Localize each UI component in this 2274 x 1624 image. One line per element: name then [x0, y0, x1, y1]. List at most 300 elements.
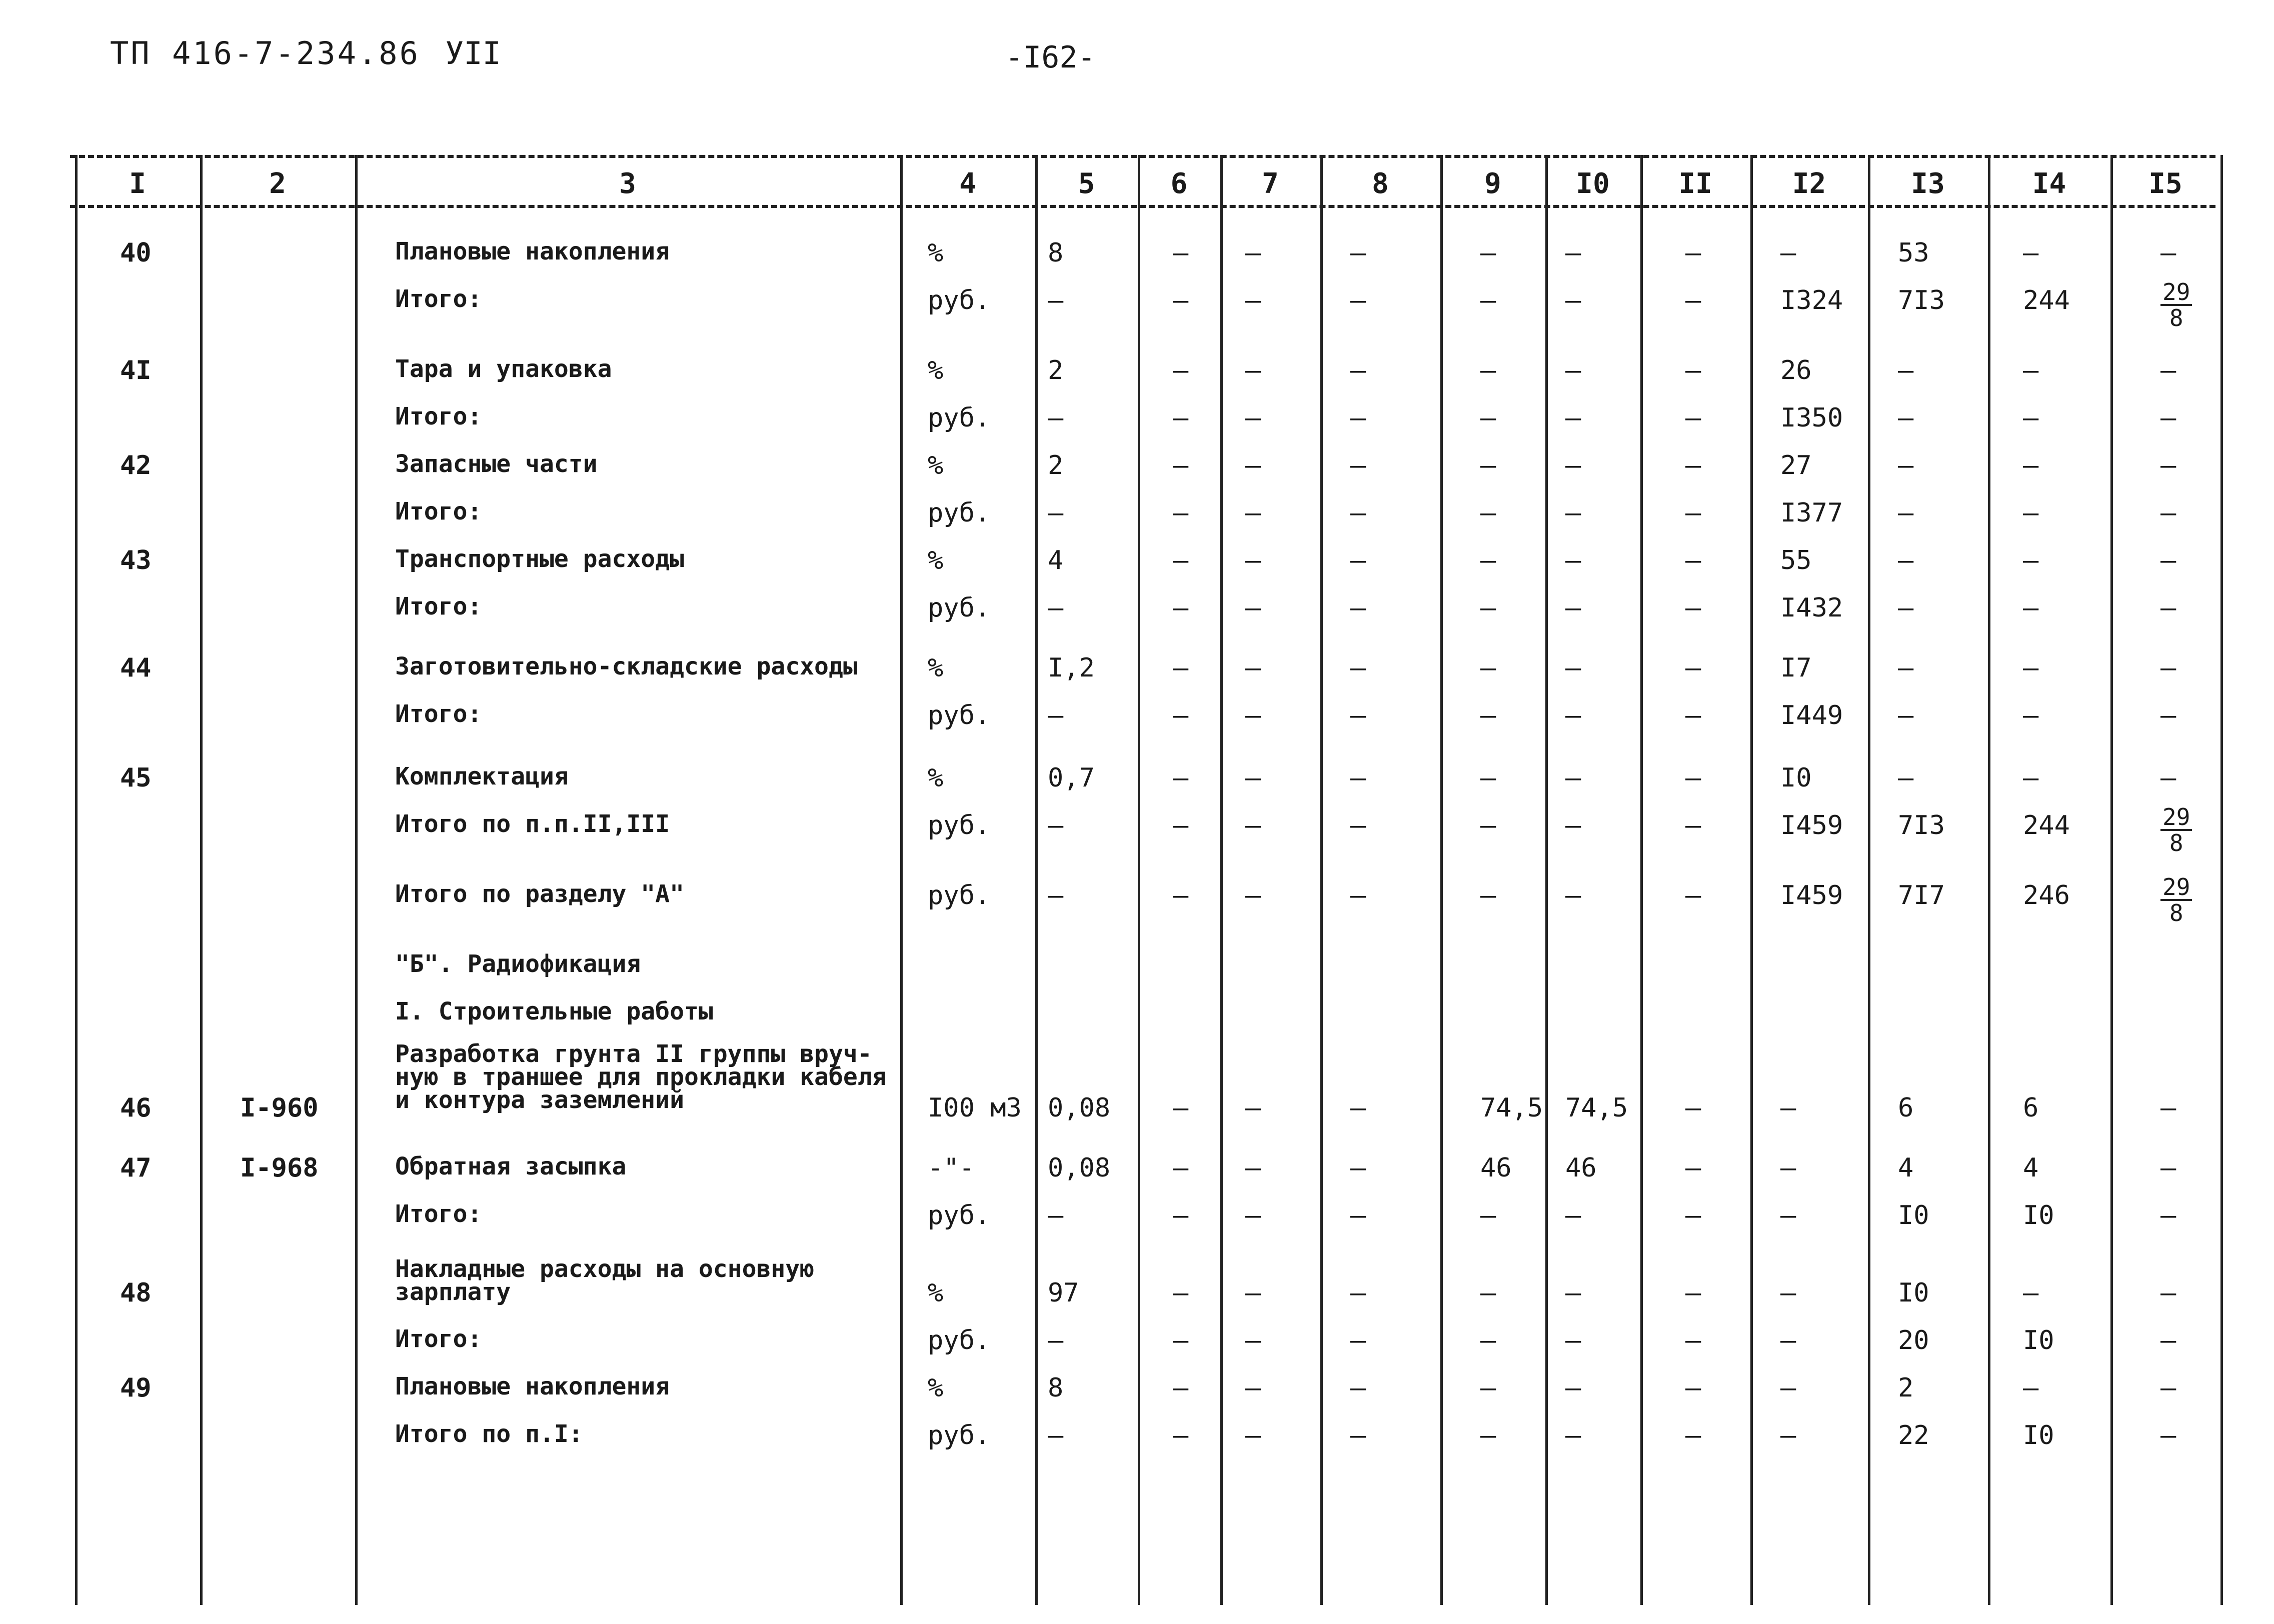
fraction-denominator: 8: [2169, 900, 2183, 926]
col-6: –: [1173, 450, 1189, 480]
col-15: –: [2160, 593, 2176, 623]
col-8: –: [1350, 880, 1366, 910]
col-12: 27: [1780, 450, 1812, 480]
col-8: –: [1350, 403, 1366, 433]
col-12: –: [1780, 1278, 1796, 1308]
quantity: 4: [1048, 546, 1064, 576]
col-6: –: [1173, 238, 1189, 268]
col-8: –: [1350, 1153, 1366, 1183]
column-rule: [1035, 155, 1038, 1605]
col-6: –: [1173, 403, 1189, 433]
col-7: –: [1245, 1420, 1261, 1450]
item-name: Итого по разделу "А": [395, 880, 684, 908]
col-15: –: [2160, 356, 2176, 386]
col-10: –: [1565, 593, 1581, 623]
col-10: –: [1565, 286, 1581, 316]
col-12: –: [1780, 1093, 1796, 1123]
col-9: –: [1480, 356, 1496, 386]
quantity: –: [1048, 403, 1064, 433]
item-name: "Б". Радиофикация: [395, 950, 641, 978]
col-10: –: [1565, 1420, 1581, 1450]
col-8: –: [1350, 763, 1366, 793]
col-6: –: [1173, 546, 1189, 576]
col-8: –: [1350, 546, 1366, 576]
col-14: –: [2023, 356, 2039, 386]
col-8: –: [1350, 498, 1366, 528]
item-name: I. Строительные работы: [395, 998, 713, 1026]
fraction-denominator: 8: [2169, 304, 2183, 332]
unit: руб.: [928, 1200, 991, 1230]
col-12: –: [1780, 238, 1796, 268]
col-9: –: [1480, 286, 1496, 316]
col-11: –: [1685, 286, 1701, 316]
col-10: 74,5: [1565, 1093, 1628, 1123]
col-11: –: [1685, 1420, 1701, 1450]
col-13: –: [1898, 593, 1914, 623]
col-6: –: [1173, 1278, 1189, 1308]
col-14: I0: [2023, 1200, 2054, 1230]
col-12: I377: [1780, 498, 1843, 528]
unit: %: [928, 653, 944, 683]
col-13: 53: [1898, 238, 1929, 268]
col-9: –: [1480, 403, 1496, 433]
col-9: –: [1480, 653, 1496, 683]
col-6: –: [1173, 286, 1189, 316]
col-10: –: [1565, 1373, 1581, 1403]
col-7: –: [1245, 700, 1261, 730]
column-rule: [1750, 155, 1753, 1605]
item-name: Тара и упаковка: [395, 355, 612, 383]
col-12: I0: [1780, 763, 1812, 793]
col-12: I432: [1780, 593, 1843, 623]
volume-mark: УII: [445, 35, 501, 72]
column-rule: [1138, 155, 1140, 1605]
col-15: –: [2160, 238, 2176, 268]
col-11: –: [1685, 653, 1701, 683]
col-13: –: [1898, 450, 1914, 480]
col-15: –: [2160, 763, 2176, 793]
col-8: –: [1350, 1200, 1366, 1230]
column-rule: [1545, 155, 1548, 1605]
col-11: –: [1685, 810, 1701, 840]
col-6: –: [1173, 1093, 1189, 1123]
col-8: –: [1350, 1420, 1366, 1450]
col-13: 22: [1898, 1420, 1929, 1450]
col-12: –: [1780, 1373, 1796, 1403]
column-rule: [1440, 155, 1443, 1605]
column-header: II: [1678, 168, 1712, 200]
col-10: –: [1565, 498, 1581, 528]
row-number: 49: [120, 1373, 152, 1403]
col-6: –: [1173, 356, 1189, 386]
col-13: 20: [1898, 1326, 1929, 1356]
col-8: –: [1350, 1373, 1366, 1403]
col-11: –: [1685, 763, 1701, 793]
col-6: –: [1173, 1153, 1189, 1183]
unit: руб.: [928, 1326, 991, 1356]
unit: %: [928, 546, 944, 576]
col-10: –: [1565, 653, 1581, 683]
col-6: –: [1173, 1326, 1189, 1356]
quantity: –: [1048, 700, 1064, 730]
col-11: –: [1685, 356, 1701, 386]
col-13: –: [1898, 498, 1914, 528]
col-15: –: [2160, 403, 2176, 433]
col-11: –: [1685, 1200, 1701, 1230]
column-rule: [355, 155, 358, 1605]
norm-code: I-960: [240, 1093, 319, 1123]
col-15: –: [2160, 1200, 2176, 1230]
col-15: –: [2160, 1153, 2176, 1183]
col-13: –: [1898, 700, 1914, 730]
col-11: –: [1685, 1153, 1701, 1183]
col-14: I0: [2023, 1420, 2054, 1450]
column-header: 4: [959, 168, 976, 200]
col-12: –: [1780, 1200, 1796, 1230]
col-10: –: [1565, 356, 1581, 386]
col-10: –: [1565, 403, 1581, 433]
col-12: I324: [1780, 286, 1843, 316]
quantity: –: [1048, 1420, 1064, 1450]
col-9: –: [1480, 450, 1496, 480]
quantity: 2: [1048, 450, 1064, 480]
unit: руб.: [928, 700, 991, 730]
row-number: 4I: [120, 356, 152, 386]
col-6: –: [1173, 700, 1189, 730]
col-15: –: [2160, 1093, 2176, 1123]
col-6: –: [1173, 880, 1189, 910]
col-9: 74,5: [1480, 1093, 1543, 1123]
col-7: –: [1245, 403, 1261, 433]
col-6: –: [1173, 498, 1189, 528]
col-8: –: [1350, 450, 1366, 480]
col-9: –: [1480, 1373, 1496, 1403]
col-15: –: [2160, 700, 2176, 730]
col-15: –: [2160, 1373, 2176, 1403]
col-13: 7I3: [1898, 286, 1945, 316]
quantity: 8: [1048, 238, 1064, 268]
col-14: –: [2023, 450, 2039, 480]
column-header: I4: [2032, 168, 2066, 200]
unit: руб.: [928, 286, 991, 316]
column-header: I: [129, 168, 146, 200]
fraction-value: [2160, 280, 2192, 330]
col-9: –: [1480, 1326, 1496, 1356]
col-7: –: [1245, 286, 1261, 316]
col-6: –: [1173, 763, 1189, 793]
col-11: –: [1685, 880, 1701, 910]
col-13: 6: [1898, 1093, 1914, 1123]
item-name: Запасные части: [395, 450, 598, 478]
col-12: –: [1780, 1326, 1796, 1356]
item-name: Итого:: [395, 592, 482, 620]
unit: руб.: [928, 593, 991, 623]
item-name: Итого:: [395, 285, 482, 313]
col-11: –: [1685, 450, 1701, 480]
fraction-numerator: 29: [2160, 805, 2192, 831]
col-14: 4: [2023, 1153, 2039, 1183]
col-7: –: [1245, 593, 1261, 623]
col-10: –: [1565, 810, 1581, 840]
unit: %: [928, 763, 944, 793]
col-7: –: [1245, 763, 1261, 793]
col-9: –: [1480, 700, 1496, 730]
col-7: –: [1245, 450, 1261, 480]
item-name: Итого:: [395, 1200, 482, 1228]
fraction-denominator: 8: [2169, 830, 2183, 856]
row-number: 46: [120, 1093, 152, 1123]
col-9: 46: [1480, 1153, 1512, 1183]
col-14: –: [2023, 700, 2039, 730]
quantity: –: [1048, 810, 1064, 840]
col-10: –: [1565, 700, 1581, 730]
item-name: Итого по п.I:: [395, 1420, 583, 1448]
col-7: –: [1245, 1093, 1261, 1123]
col-12: –: [1780, 1420, 1796, 1450]
col-11: –: [1685, 1093, 1701, 1123]
column-rule: [1868, 155, 1870, 1605]
col-9: –: [1480, 763, 1496, 793]
column-rule: [1988, 155, 1990, 1605]
column-header: I3: [1911, 168, 1945, 200]
col-12: I459: [1780, 880, 1843, 910]
row-number: 40: [120, 238, 152, 268]
col-10: 46: [1565, 1153, 1597, 1183]
unit: %: [928, 238, 944, 268]
item-name: Итого:: [395, 402, 482, 430]
col-13: 7I7: [1898, 880, 1945, 910]
col-9: –: [1480, 1200, 1496, 1230]
col-14: –: [2023, 593, 2039, 623]
col-9: –: [1480, 1420, 1496, 1450]
col-14: 6: [2023, 1093, 2039, 1123]
col-7: –: [1245, 1153, 1261, 1183]
col-9: –: [1480, 238, 1496, 268]
col-11: –: [1685, 498, 1701, 528]
col-14: –: [2023, 653, 2039, 683]
col-12: 26: [1780, 356, 1812, 386]
column-header: 9: [1484, 168, 1501, 200]
col-7: –: [1245, 1278, 1261, 1308]
item-name: Итого:: [395, 700, 482, 728]
col-11: –: [1685, 1326, 1701, 1356]
col-10: –: [1565, 546, 1581, 576]
column-header: 2: [269, 168, 286, 200]
col-11: –: [1685, 238, 1701, 268]
col-12: –: [1780, 1153, 1796, 1183]
column-rule: [1220, 155, 1223, 1605]
item-name: Транспортные расходы: [395, 545, 684, 573]
item-name: Комплектация: [395, 762, 569, 790]
quantity: 2: [1048, 356, 1064, 386]
col-11: –: [1685, 593, 1701, 623]
col-12: I350: [1780, 403, 1843, 433]
col-13: –: [1898, 653, 1914, 683]
col-8: –: [1350, 1093, 1366, 1123]
col-6: –: [1173, 810, 1189, 840]
col-6: –: [1173, 593, 1189, 623]
col-8: –: [1350, 1326, 1366, 1356]
column-header: 3: [619, 168, 636, 200]
col-7: –: [1245, 356, 1261, 386]
col-8: –: [1350, 286, 1366, 316]
col-14: –: [2023, 498, 2039, 528]
col-15: –: [2160, 546, 2176, 576]
item-name: Обратная засыпка: [395, 1152, 627, 1180]
col-11: –: [1685, 1278, 1701, 1308]
col-8: –: [1350, 1278, 1366, 1308]
col-10: –: [1565, 450, 1581, 480]
col-7: –: [1245, 238, 1261, 268]
col-14: 246: [2023, 880, 2070, 910]
col-8: –: [1350, 653, 1366, 683]
quantity: –: [1048, 1326, 1064, 1356]
col-15: –: [2160, 1326, 2176, 1356]
fraction-numerator: 29: [2160, 875, 2192, 901]
col-11: –: [1685, 546, 1701, 576]
quantity: –: [1048, 286, 1064, 316]
row-number: 48: [120, 1278, 152, 1308]
col-14: –: [2023, 1373, 2039, 1403]
quantity: –: [1048, 498, 1064, 528]
row-number: 43: [120, 546, 152, 576]
col-8: –: [1350, 700, 1366, 730]
col-9: –: [1480, 810, 1496, 840]
col-15: –: [2160, 1420, 2176, 1450]
col-14: I0: [2023, 1326, 2054, 1356]
quantity: 0,7: [1048, 763, 1095, 793]
quantity: –: [1048, 593, 1064, 623]
col-7: –: [1245, 810, 1261, 840]
row-number: 44: [120, 653, 152, 683]
col-12: 55: [1780, 546, 1812, 576]
col-10: –: [1565, 1200, 1581, 1230]
col-7: –: [1245, 546, 1261, 576]
fraction-value: [2160, 875, 2192, 925]
quantity: 8: [1048, 1373, 1064, 1403]
col-12: I7: [1780, 653, 1812, 683]
col-14: –: [2023, 403, 2039, 433]
quantity: 0,08: [1048, 1153, 1111, 1183]
column-rule: [1640, 155, 1643, 1605]
norm-code: I-968: [240, 1153, 319, 1183]
col-15: –: [2160, 1278, 2176, 1308]
col-10: –: [1565, 763, 1581, 793]
col-6: –: [1173, 1420, 1189, 1450]
item-name: Итого:: [395, 1325, 482, 1353]
col-13: –: [1898, 763, 1914, 793]
row-number: 45: [120, 763, 152, 793]
col-14: 244: [2023, 286, 2070, 316]
col-10: –: [1565, 880, 1581, 910]
col-8: –: [1350, 593, 1366, 623]
col-9: –: [1480, 593, 1496, 623]
col-7: –: [1245, 1200, 1261, 1230]
col-9: –: [1480, 1278, 1496, 1308]
col-8: –: [1350, 810, 1366, 840]
col-6: –: [1173, 1373, 1189, 1403]
column-header: I0: [1576, 168, 1610, 200]
quantity: –: [1048, 880, 1064, 910]
unit: I00 м3: [928, 1093, 1022, 1123]
col-13: –: [1898, 546, 1914, 576]
unit: руб.: [928, 498, 991, 528]
document-code: ТП 416-7-234.86: [110, 35, 420, 72]
unit: руб.: [928, 1420, 991, 1450]
unit: -"-: [928, 1153, 975, 1183]
col-9: –: [1480, 546, 1496, 576]
quantity: –: [1048, 1200, 1064, 1230]
fraction-value: [2160, 805, 2192, 855]
col-7: –: [1245, 1373, 1261, 1403]
column-rule: [2220, 155, 2223, 1605]
column-header: 5: [1078, 168, 1095, 200]
item-name: Плановые накопления: [395, 1372, 670, 1400]
item-name: Плановые накопления: [395, 238, 670, 266]
column-rule: [200, 155, 203, 1605]
column-header: 8: [1372, 168, 1389, 200]
col-7: –: [1245, 1326, 1261, 1356]
col-8: –: [1350, 356, 1366, 386]
col-6: –: [1173, 653, 1189, 683]
item-name: Накладные расходы на основную зарплату: [395, 1255, 815, 1306]
header-rule: [70, 155, 2215, 158]
col-11: –: [1685, 403, 1701, 433]
col-11: –: [1685, 700, 1701, 730]
fraction-numerator: 29: [2160, 280, 2192, 306]
unit: %: [928, 450, 944, 480]
col-12: I459: [1780, 810, 1843, 840]
col-9: –: [1480, 498, 1496, 528]
col-13: 2: [1898, 1373, 1914, 1403]
col-7: –: [1245, 498, 1261, 528]
col-14: –: [2023, 763, 2039, 793]
column-rule: [2110, 155, 2113, 1605]
quantity: 0,08: [1048, 1093, 1111, 1123]
column-header: I2: [1792, 168, 1826, 200]
item-name: Итого по п.п.II,III: [395, 810, 670, 838]
col-14: –: [2023, 546, 2039, 576]
item-name: Итого:: [395, 498, 482, 526]
item-name: Разработка грунта II группы вруч- ную в траншее для прокладки кабеля и контура заземлений: [395, 1040, 887, 1114]
unit: %: [928, 1373, 944, 1403]
unit: руб.: [928, 880, 991, 910]
row-number: 42: [120, 450, 152, 480]
col-10: –: [1565, 238, 1581, 268]
col-15: –: [2160, 653, 2176, 683]
col-9: –: [1480, 880, 1496, 910]
column-rule: [75, 155, 78, 1605]
col-13: I0: [1898, 1278, 1929, 1308]
col-14: –: [2023, 1278, 2039, 1308]
col-11: –: [1685, 1373, 1701, 1403]
col-14: 244: [2023, 810, 2070, 840]
col-6: –: [1173, 1200, 1189, 1230]
column-rule: [1320, 155, 1323, 1605]
col-10: –: [1565, 1278, 1581, 1308]
col-13: I0: [1898, 1200, 1929, 1230]
col-15: –: [2160, 450, 2176, 480]
page-number: -I62-: [1005, 40, 1096, 75]
col-13: –: [1898, 356, 1914, 386]
col-7: –: [1245, 880, 1261, 910]
quantity: I,2: [1048, 653, 1095, 683]
col-13: 4: [1898, 1153, 1914, 1183]
col-12: I449: [1780, 700, 1843, 730]
col-8: –: [1350, 238, 1366, 268]
unit: руб.: [928, 403, 991, 433]
unit: %: [928, 1278, 944, 1308]
